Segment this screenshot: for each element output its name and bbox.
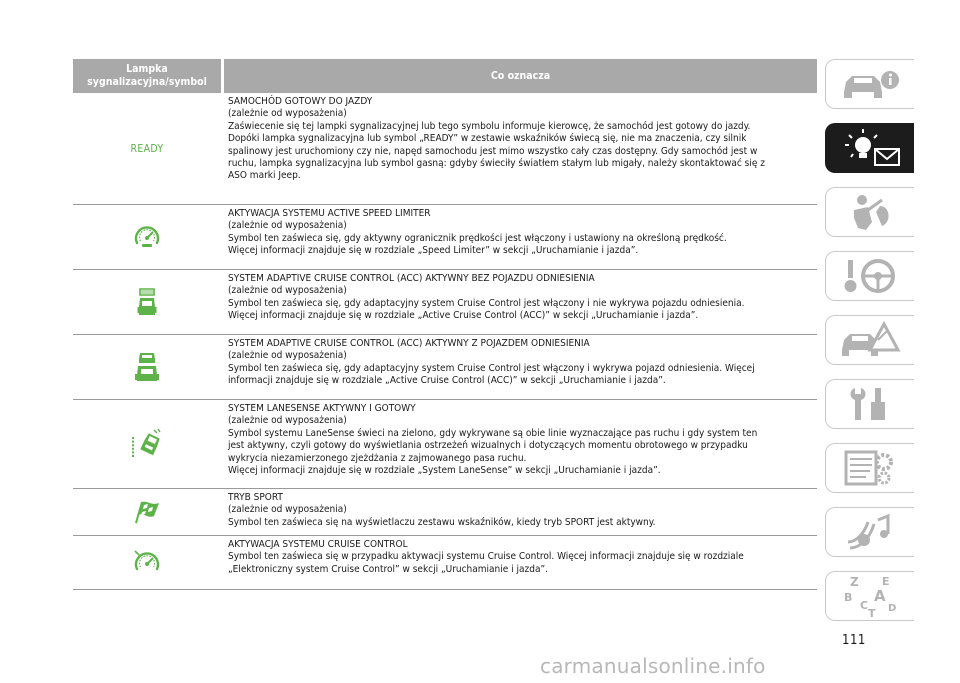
table-row xyxy=(73,536,817,590)
table-row xyxy=(73,270,817,335)
maintenance-tools-icon xyxy=(845,384,895,424)
row-text-line: Dopóki lampka sygnalizacyjna lub symbol „READY” w zestawie wskaźników świecą się, nie ma znaczenia, czy silnik xyxy=(228,133,747,145)
row-text-line: Symbol systemu LaneSense świeci na zielono, gdy wykrywane są obie linie wyznaczające pas ruchu i gdy system ten xyxy=(228,427,758,439)
table-row xyxy=(73,335,817,400)
symbol-cell xyxy=(73,400,221,488)
row-title: TRYB SPORT xyxy=(228,492,283,503)
technical-data-icon xyxy=(840,448,900,488)
description-cell xyxy=(221,205,817,269)
description-cell xyxy=(221,489,817,535)
symbol-cell xyxy=(73,536,221,589)
row-title: SYSTEM ADAPTIVE CRUISE CONTROL (ACC) AKTYWNY Z POJAZDEM ODNIESIENIA xyxy=(228,338,590,349)
row-text-line: wykrycia niezamierzonego zjeżdżania z zajmowanego pasa ruchu. xyxy=(228,452,527,464)
tab-starting-driving[interactable] xyxy=(825,251,914,301)
acc-vehicle-detected-icon xyxy=(135,351,159,383)
tab-index[interactable] xyxy=(825,571,914,621)
row-text-line: spalinowy jest uruchomiony czy nie, napęd samochodu jest mimo wszystko cały czas dostępny. Gdy samochód jest w xyxy=(228,145,758,157)
table-row xyxy=(73,489,817,536)
table-header xyxy=(73,59,817,93)
symbol-cell xyxy=(73,489,221,535)
tab-warning-lights[interactable] xyxy=(825,123,914,173)
table-row xyxy=(73,400,817,489)
starting-driving-icon xyxy=(842,256,898,296)
row-text-line: Więcej informacji znajduje się w rozdziale „Active Cruise Control (ACC)” w sekcji „Uruchamianie i jazda”. xyxy=(228,310,699,322)
page-number: 111 xyxy=(842,633,866,648)
chapter-navigation xyxy=(825,59,914,635)
row-text-line: (zależnie od wyposażenia) xyxy=(228,415,347,427)
tab-multimedia[interactable] xyxy=(825,507,914,557)
description-cell xyxy=(221,536,817,589)
description-cell xyxy=(221,93,817,204)
acc-no-vehicle-icon xyxy=(137,285,157,319)
header-symbol-line2: sygnalizacyjna/symbol xyxy=(87,76,207,88)
watermark: carmanualsonline.info xyxy=(540,654,766,678)
row-title: SYSTEM ADAPTIVE CRUISE CONTROL (ACC) AKTYWNY BEZ POJAZDU ODNIESIENIA xyxy=(228,273,595,284)
multimedia-icon xyxy=(842,512,898,552)
row-text-line: jest aktywny, czyli gotowy do wyświetlania ostrzeżeń wizualnych i dotyczących momentu obrotowego w przypadku xyxy=(228,440,748,452)
car-info-icon xyxy=(838,66,902,102)
symbol-cell xyxy=(73,93,221,204)
row-title: AKTYWACJA SYSTEMU ACTIVE SPEED LIMITER xyxy=(228,208,431,219)
row-text-line: Więcej informacji znajduje się w rozdziale „System LaneSense” w sekcji „Uruchamianie i jazda”. xyxy=(228,465,661,477)
symbol-cell xyxy=(73,335,221,399)
row-text-line: Więcej informacji znajduje się w rozdziale „Speed Limiter” w sekcji „Uruchamianie i jazda”. xyxy=(228,245,639,257)
symbol-cell xyxy=(73,205,221,269)
index-letter: D xyxy=(888,603,897,614)
index-letters-icon xyxy=(840,573,900,619)
row-text-line: (zależnie od wyposażenia) xyxy=(228,108,347,120)
index-letter: E xyxy=(882,575,890,588)
row-text-line: Symbol ten zaświeca się, gdy adaptacyjny system Cruise Control jest włączony i wykrywa pojazd odniesienia. Więcej xyxy=(228,362,755,374)
row-text-line: Symbol ten zaświeca się, gdy adaptacyjny system Cruise Control jest włączony i nie wykrywa pojazdu odniesienia. xyxy=(228,297,745,309)
index-letter: T xyxy=(868,607,876,619)
description-cell xyxy=(221,270,817,334)
index-letter: C xyxy=(860,599,869,612)
safety-airbag-icon xyxy=(842,192,898,232)
tab-emergency[interactable] xyxy=(825,315,914,365)
tab-safety[interactable] xyxy=(825,187,914,237)
row-text-line: ASO marki Jeep. xyxy=(228,170,301,182)
active-speed-limiter-icon xyxy=(132,222,162,252)
row-text-line: (zależnie od wyposażenia) xyxy=(228,285,347,297)
lanesense-icon xyxy=(130,427,164,461)
row-text-line: (zależnie od wyposażenia) xyxy=(228,504,347,516)
row-text-line: Symbol ten zaświeca się, gdy aktywny ogranicznik prędkości jest włączony i ustawiony na określoną prędkość. xyxy=(228,232,727,244)
row-title: AKTYWACJA SYSTEMU CRUISE CONTROL xyxy=(228,539,408,550)
row-title: SYSTEM LANESENSE AKTYWNY I GOTOWY xyxy=(228,403,416,414)
row-text-line: Symbol ten zaświeca się w przypadku aktywacji systemu Cruise Control. Więcej informacji znajduje się w rozdziale xyxy=(228,551,744,563)
table-row xyxy=(73,205,817,270)
tab-technical-data[interactable] xyxy=(825,443,914,493)
warning-lights-table xyxy=(73,59,817,590)
header-symbol-column xyxy=(73,59,221,93)
header-meaning-column: Co oznacza xyxy=(221,59,817,93)
emergency-car-icon xyxy=(838,320,902,360)
tab-maintenance[interactable] xyxy=(825,379,914,429)
index-letter: B xyxy=(844,591,853,604)
header-symbol-line1: Lampka xyxy=(126,63,168,75)
description-cell xyxy=(221,335,817,399)
warning-light-message-icon xyxy=(837,127,903,169)
row-title: SAMOCHÓD GOTOWY DO JAZDY xyxy=(228,96,373,107)
row-text-line: „Elektroniczny system Cruise Control” w sekcji „Uruchamianie i jazda”. xyxy=(228,563,548,575)
index-letter: A xyxy=(874,587,886,605)
row-text-line: (zależnie od wyposażenia) xyxy=(228,350,347,362)
description-cell xyxy=(221,400,817,488)
sport-mode-flag-icon xyxy=(132,499,162,525)
row-text-line: informacji znajduje się w rozdziale „Active Cruise Control (ACC)” w sekcji „Uruchamianie i jazda”. xyxy=(228,375,666,387)
index-letter: Z xyxy=(850,575,859,589)
symbol-cell xyxy=(73,270,221,334)
table-row xyxy=(73,93,817,205)
ready-text-label: READY xyxy=(130,142,164,155)
cruise-control-icon xyxy=(132,548,162,578)
row-text-line: (zależnie od wyposażenia) xyxy=(228,220,347,232)
tab-car-info[interactable] xyxy=(825,59,914,109)
row-text-line: ruchu, lampka sygnalizacyjna lub symbol gasną: gdyby świeciły światłem stałym lub migały, należy skontaktować się z xyxy=(228,158,765,170)
row-text-line: Symbol ten zaświeca się na wyświetlaczu zestawu wskaźników, kiedy tryb SPORT jest aktywny. xyxy=(228,516,656,528)
row-text-line: Zaświecenie się tej lampki sygnalizacyjnej lub tego symbolu informuje kierowcę, że samochód jest gotowy do jazdy. xyxy=(228,120,751,132)
